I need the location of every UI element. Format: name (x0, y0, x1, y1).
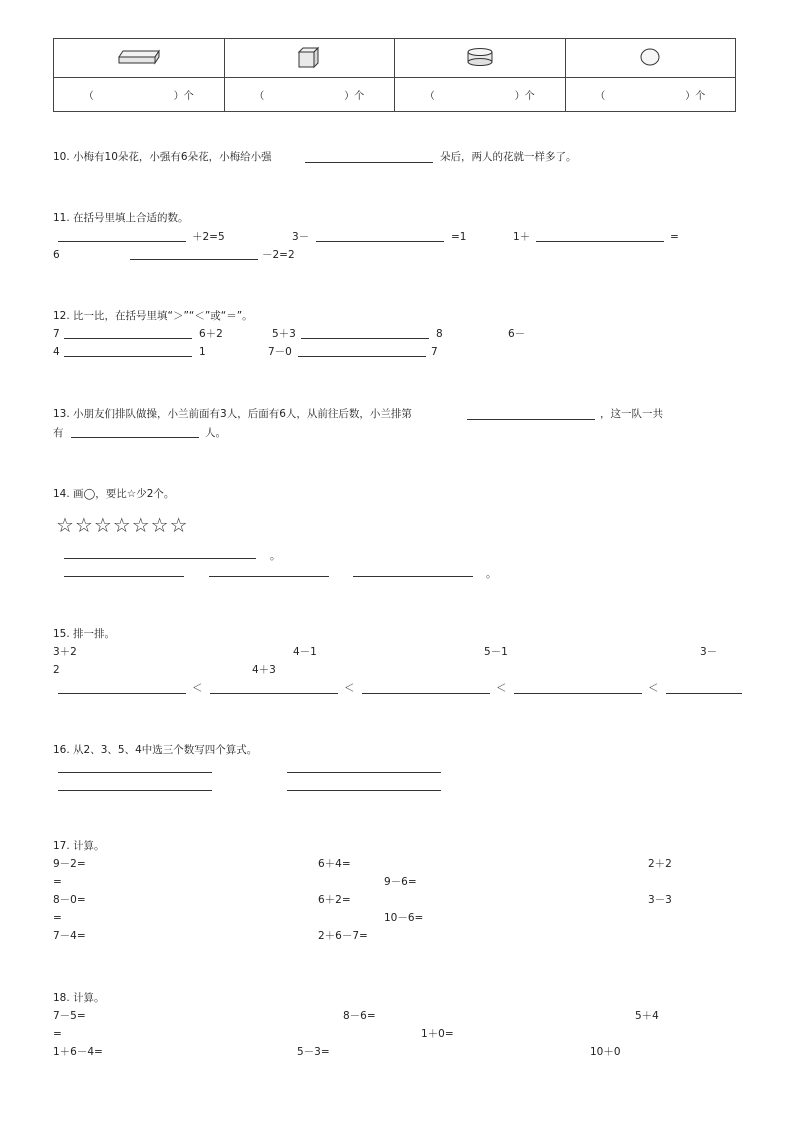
expression-text: 6＋4= (318, 858, 351, 870)
count-cell[interactable]: （ ）个 (54, 78, 225, 112)
expression-text: 8 (436, 328, 443, 340)
expression-text: 9－6= (384, 876, 417, 888)
answer-blank[interactable] (71, 437, 199, 438)
question-14-title: 14. 画◯，要比☆少2个。 (53, 488, 175, 500)
expression-text: 1＋0= (421, 1028, 454, 1040)
answer-blank[interactable] (64, 576, 184, 577)
less-than-sign: ＜ (648, 682, 659, 694)
question-15-title: 15. 排一排。 (53, 628, 116, 640)
answer-blank[interactable] (209, 576, 329, 577)
expression-text: 9－2= (53, 858, 86, 870)
expression-text: = (53, 912, 62, 924)
punctuation: 。 (486, 568, 497, 580)
question-13: 13. 小朋友们排队做操，小兰前面有3人，后面有6人，从前往后数，小兰排第 (53, 408, 412, 420)
expression-text: 5－3= (297, 1046, 330, 1058)
expression-text: 7－0 (268, 346, 292, 358)
less-than-sign: ＜ (344, 682, 355, 694)
answer-blank[interactable] (316, 241, 444, 242)
expression-text: 4 (53, 346, 60, 358)
less-than-sign: ＜ (496, 682, 507, 694)
expression-text: 1＋ (513, 231, 531, 243)
answer-blank[interactable] (58, 772, 212, 773)
expression-text: 5－1 (484, 646, 508, 658)
expression-text: 7－5= (53, 1010, 86, 1022)
answer-blank[interactable] (301, 338, 429, 339)
expression-text: 4＋3 (252, 664, 276, 676)
star-row: ☆☆☆☆☆☆☆ (56, 513, 189, 537)
count-cell[interactable]: （ ）个 (395, 78, 566, 112)
question-13-line2: 有 (53, 427, 64, 439)
count-cell[interactable]: （ ）个 (224, 78, 395, 112)
cuboid-icon (117, 49, 161, 65)
punctuation: 。 (270, 550, 281, 562)
expression-text: 4－1 (293, 646, 317, 658)
expression-text: 5＋4 (635, 1010, 659, 1022)
expression-text: 3－3 (648, 894, 672, 906)
expression-text: 1 (199, 346, 206, 358)
expression-text: 7 (53, 328, 60, 340)
answer-blank[interactable] (64, 338, 192, 339)
question-17-title: 17. 计算。 (53, 840, 105, 852)
expression-text: = (53, 1028, 62, 1040)
question-16-title: 16. 从2、3、5、4中选三个数写四个算式。 (53, 744, 258, 756)
answer-blank[interactable] (210, 693, 338, 694)
answer-blank[interactable] (64, 558, 256, 559)
cube-icon (297, 45, 321, 69)
answer-blank[interactable] (64, 356, 192, 357)
answer-blank[interactable] (666, 693, 742, 694)
expression-text: 6 (53, 249, 60, 261)
question-18-title: 18. 计算。 (53, 992, 105, 1004)
expression-text: 8－6= (343, 1010, 376, 1022)
expression-text: 5＋3 (272, 328, 296, 340)
expression-text: = (53, 876, 62, 888)
expression-text: 3－ (700, 646, 718, 658)
sphere-icon (639, 47, 661, 67)
expression-text: －2=2 (262, 249, 295, 261)
question-11-title: 11. 在括号里填上合适的数。 (53, 212, 189, 224)
expression-text: = (670, 231, 679, 243)
table-cell (565, 39, 736, 78)
expression-text: 3＋2 (53, 646, 77, 658)
cylinder-icon (465, 47, 495, 67)
question-13-tail: ，这一队一共 (600, 408, 663, 420)
expression-text: =1 (451, 231, 467, 243)
answer-blank[interactable] (298, 356, 426, 357)
less-than-sign: ＜ (192, 682, 203, 694)
answer-blank[interactable] (514, 693, 642, 694)
answer-blank[interactable] (58, 241, 186, 242)
answer-blank[interactable] (130, 259, 258, 260)
answer-blank[interactable] (58, 790, 212, 791)
answer-blank[interactable] (287, 790, 441, 791)
expression-text: 2 (53, 664, 60, 676)
expression-text: 1＋6－4= (53, 1046, 103, 1058)
table-cell (224, 39, 395, 78)
answer-blank[interactable] (362, 693, 490, 694)
question-12-title: 12. 比一比，在括号里填“＞”“＜”或“＝”。 (53, 310, 253, 322)
expression-text: 2＋2 (648, 858, 672, 870)
expression-text: 2＋6－7= (318, 930, 368, 942)
answer-blank[interactable] (58, 693, 186, 694)
expression-text: 7 (431, 346, 438, 358)
table-cell (395, 39, 566, 78)
answer-blank[interactable] (353, 576, 473, 577)
question-10: 10. 小梅有10朵花，小强有6朵花，小梅给小强 (53, 151, 272, 163)
expression-text: 6＋2 (199, 328, 223, 340)
expression-text: 10＋0 (590, 1046, 621, 1058)
expression-text: 10－6= (384, 912, 424, 924)
shape-count-table (53, 38, 736, 112)
expression-text: 6－ (508, 328, 526, 340)
question-13-tail2: 人。 (205, 427, 226, 439)
count-cell[interactable]: （ ）个 (565, 78, 736, 112)
expression-text: 7－4= (53, 930, 86, 942)
question-10-tail: 朵后，两人的花就一样多了。 (440, 151, 577, 163)
expression-text: 8－0= (53, 894, 86, 906)
answer-blank[interactable] (536, 241, 664, 242)
table-cell (54, 39, 225, 78)
answer-blank[interactable] (305, 162, 433, 163)
answer-blank[interactable] (467, 419, 595, 420)
expression-text: 3－ (292, 231, 310, 243)
expression-text: ＋2=5 (192, 231, 225, 243)
expression-text: 6＋2= (318, 894, 351, 906)
answer-blank[interactable] (287, 772, 441, 773)
